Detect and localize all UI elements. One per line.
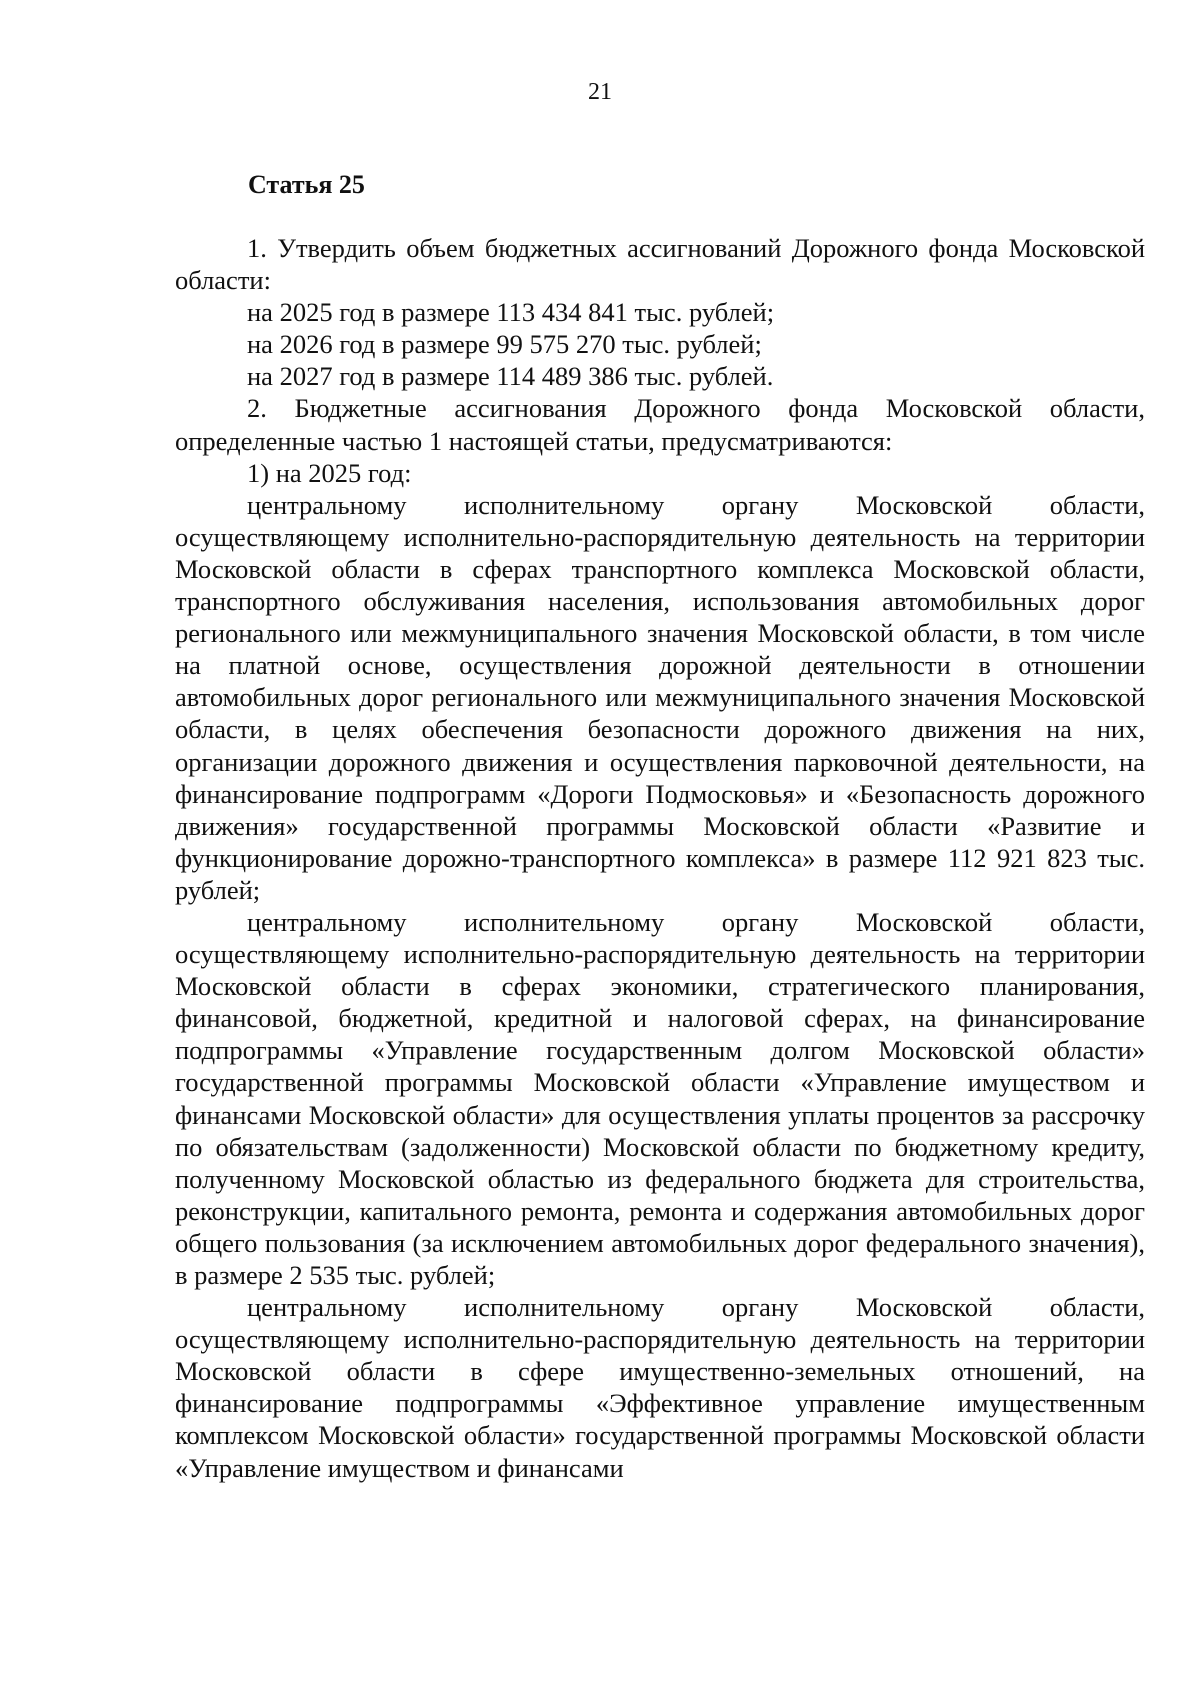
paragraph-allocations-provided: 2. Бюджетные ассигнования Дорожного фонда Московской области, определенные частью 1 настоящей статьи, предусматриваются: (175, 393, 1145, 456)
paragraph-transport-body: центральному исполнительному органу Московской области, осуществляющему исполнительно-распорядительную деятельность на территории Московской области в сферах транспортного комплекса Московской области, транспортного обслуживания населения, использования автомобильных дорог регионального или межмуниципального значения Московской области, в том числе на платной основе, осуществления дорожной деятельности в отношении автомобильных дорог регионального или межмуниципального значения Московской области, в целях обеспечения безопасности дорожного движения на них, организации дорожного движения и осуществления парковочной деятельности, на финансирование подпрограмм «Дороги Подмосковья» и «Безопасность дорожного движения» государственной программы Московской области «Развитие и функционирование дорожно-транспортного комплекса» в размере 112 921 823 тыс. рублей; (175, 489, 1145, 905)
article-heading: Статья 25 (248, 170, 365, 199)
paragraph-2025-amount: на 2025 год в размере 113 434 841 тыс. рублей; (247, 297, 775, 328)
paragraph-2027-amount: на 2027 год в размере 114 489 386 тыс. рублей. (247, 361, 774, 392)
paragraph-finance-body: центральному исполнительному органу Московской области, осуществляющему исполнительно-распорядительную деятельность на территории Московской области в сферах экономики, стратегического планирования, финансовой, бюджетной, кредитной и налоговой сферах, на финансирование подпрограммы «Управление государственным долгом Московской области» государственной программы Московской области «Управление имуществом и финансами Московской области» для осуществления уплаты процентов за рассрочку по обязательствам (задолженности) Московской области по бюджетному кредиту, полученному Московской областью из федерального бюджета для строительства, реконструкции, капитального ремонта, ремонта и содержания автомобильных дорог общего пользования (за исключением автомобильных дорог федерального значения), в размере 2 535 тыс. рублей; (175, 906, 1145, 1290)
article-body (175, 232, 1145, 1484)
paragraph-year-2025: 1) на 2025 год: (247, 457, 412, 488)
paragraph-property-body: центральному исполнительному органу Московской области, осуществляющему исполнительно-распорядительную деятельность на территории Московской области в сфере имущественно-земельных отношений, на финансирование подпрограммы «Эффективное управление имущественным комплексом Московской области» государственной программы Московской области «Управление имуществом и финансами (175, 1292, 1145, 1483)
page-number: 21 (588, 79, 612, 105)
paragraph-2026-amount: на 2026 год в размере 99 575 270 тыс. рублей; (247, 329, 762, 360)
paragraph-approve-volume: 1. Утвердить объем бюджетных ассигнований Дорожного фонда Московской области: (175, 233, 1145, 296)
